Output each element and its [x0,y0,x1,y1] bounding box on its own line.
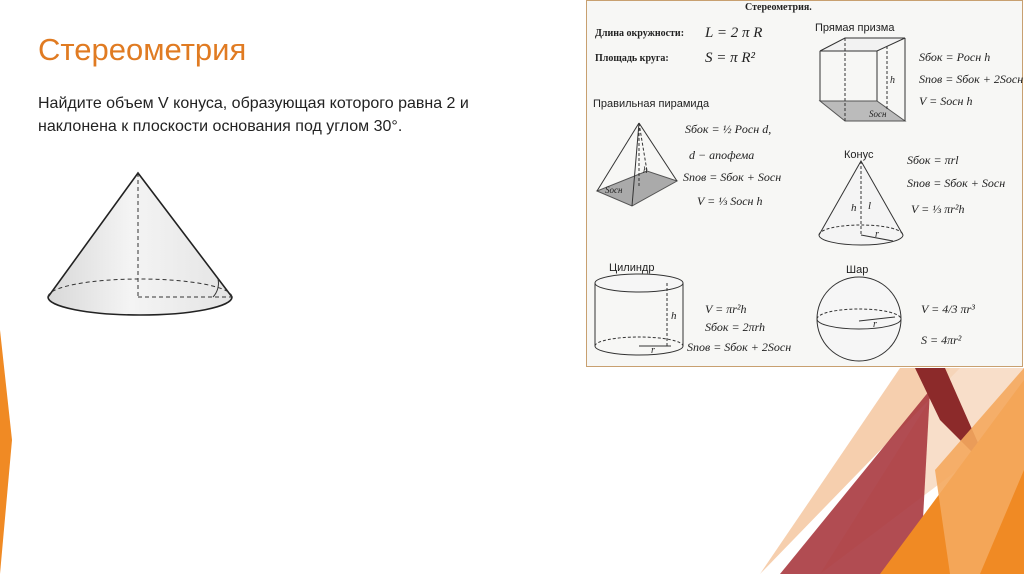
pyramid-f4: V = ⅓ Sосн h [697,194,763,208]
cone-f1: Sбок = πrl [907,153,959,167]
cone-label-l: l [868,200,872,212]
cylinder-label-r: r [651,345,655,356]
circumference-label: Длина окружности: [595,28,685,39]
cylinder-f3: Sпов = Sбок + 2Sосн [687,340,792,354]
sphere-figure [817,277,901,361]
sphere-f2: S = 4πr² [921,333,962,347]
prism-f1: Sбок = Pосн h [919,50,991,64]
cone-label-r: r [875,229,879,240]
cone-figure [819,161,903,245]
prism-f3: V = Sосн h [919,94,973,108]
sphere-f1: V = 4/3 πr³ [921,302,975,316]
left-accent-strip [0,330,12,574]
prism-title: Прямая призма [815,22,895,34]
cylinder-f2: Sбок = 2πrh [705,320,766,334]
sheet-heading: Стереометрия. [745,2,812,13]
prism-f2: Sпов = Sбок + 2Sосн [919,72,1024,86]
pyramid-label-h: h [643,165,648,175]
formula-sheet [586,0,1023,367]
task-text: Найдите объем V конуса, образующая которого равна 2 и наклонена к плоскости основания под углом 30°. [38,95,469,135]
prism-label-s: Sосн [869,109,887,119]
cone-f3: V = ⅓ πr²h [911,202,965,216]
area-formula: S = π R² [705,50,756,66]
slide-title: Стереометрия [38,32,247,67]
cone-f2: Sпов = Sбок + Sосн [907,176,1006,190]
pyramid-f2: d − апофема [689,148,755,162]
sphere-label-r: r [873,319,877,330]
cone-illustration [40,165,240,325]
cone-label-h: h [851,202,857,214]
circumference-formula: L = 2 π R [705,25,763,41]
cone-title: Конус [844,149,874,161]
cylinder-label-h: h [671,310,677,322]
pyramid-label-s: Sосн [605,185,623,195]
pyramid-f3: Sпов = Sбок + Sосн [683,170,782,184]
pyramid-f1: Sбок = ½ Pосн d, [685,122,772,136]
cylinder-f1: V = πr²h [705,302,747,316]
cylinder-title: Цилиндр [609,262,655,274]
area-label: Площадь круга: [595,53,669,64]
sphere-title: Шар [846,264,869,276]
prism-label-h: h [890,75,895,86]
cylinder-figure [595,274,683,355]
pyramid-title: Правильная пирамида [593,98,710,110]
